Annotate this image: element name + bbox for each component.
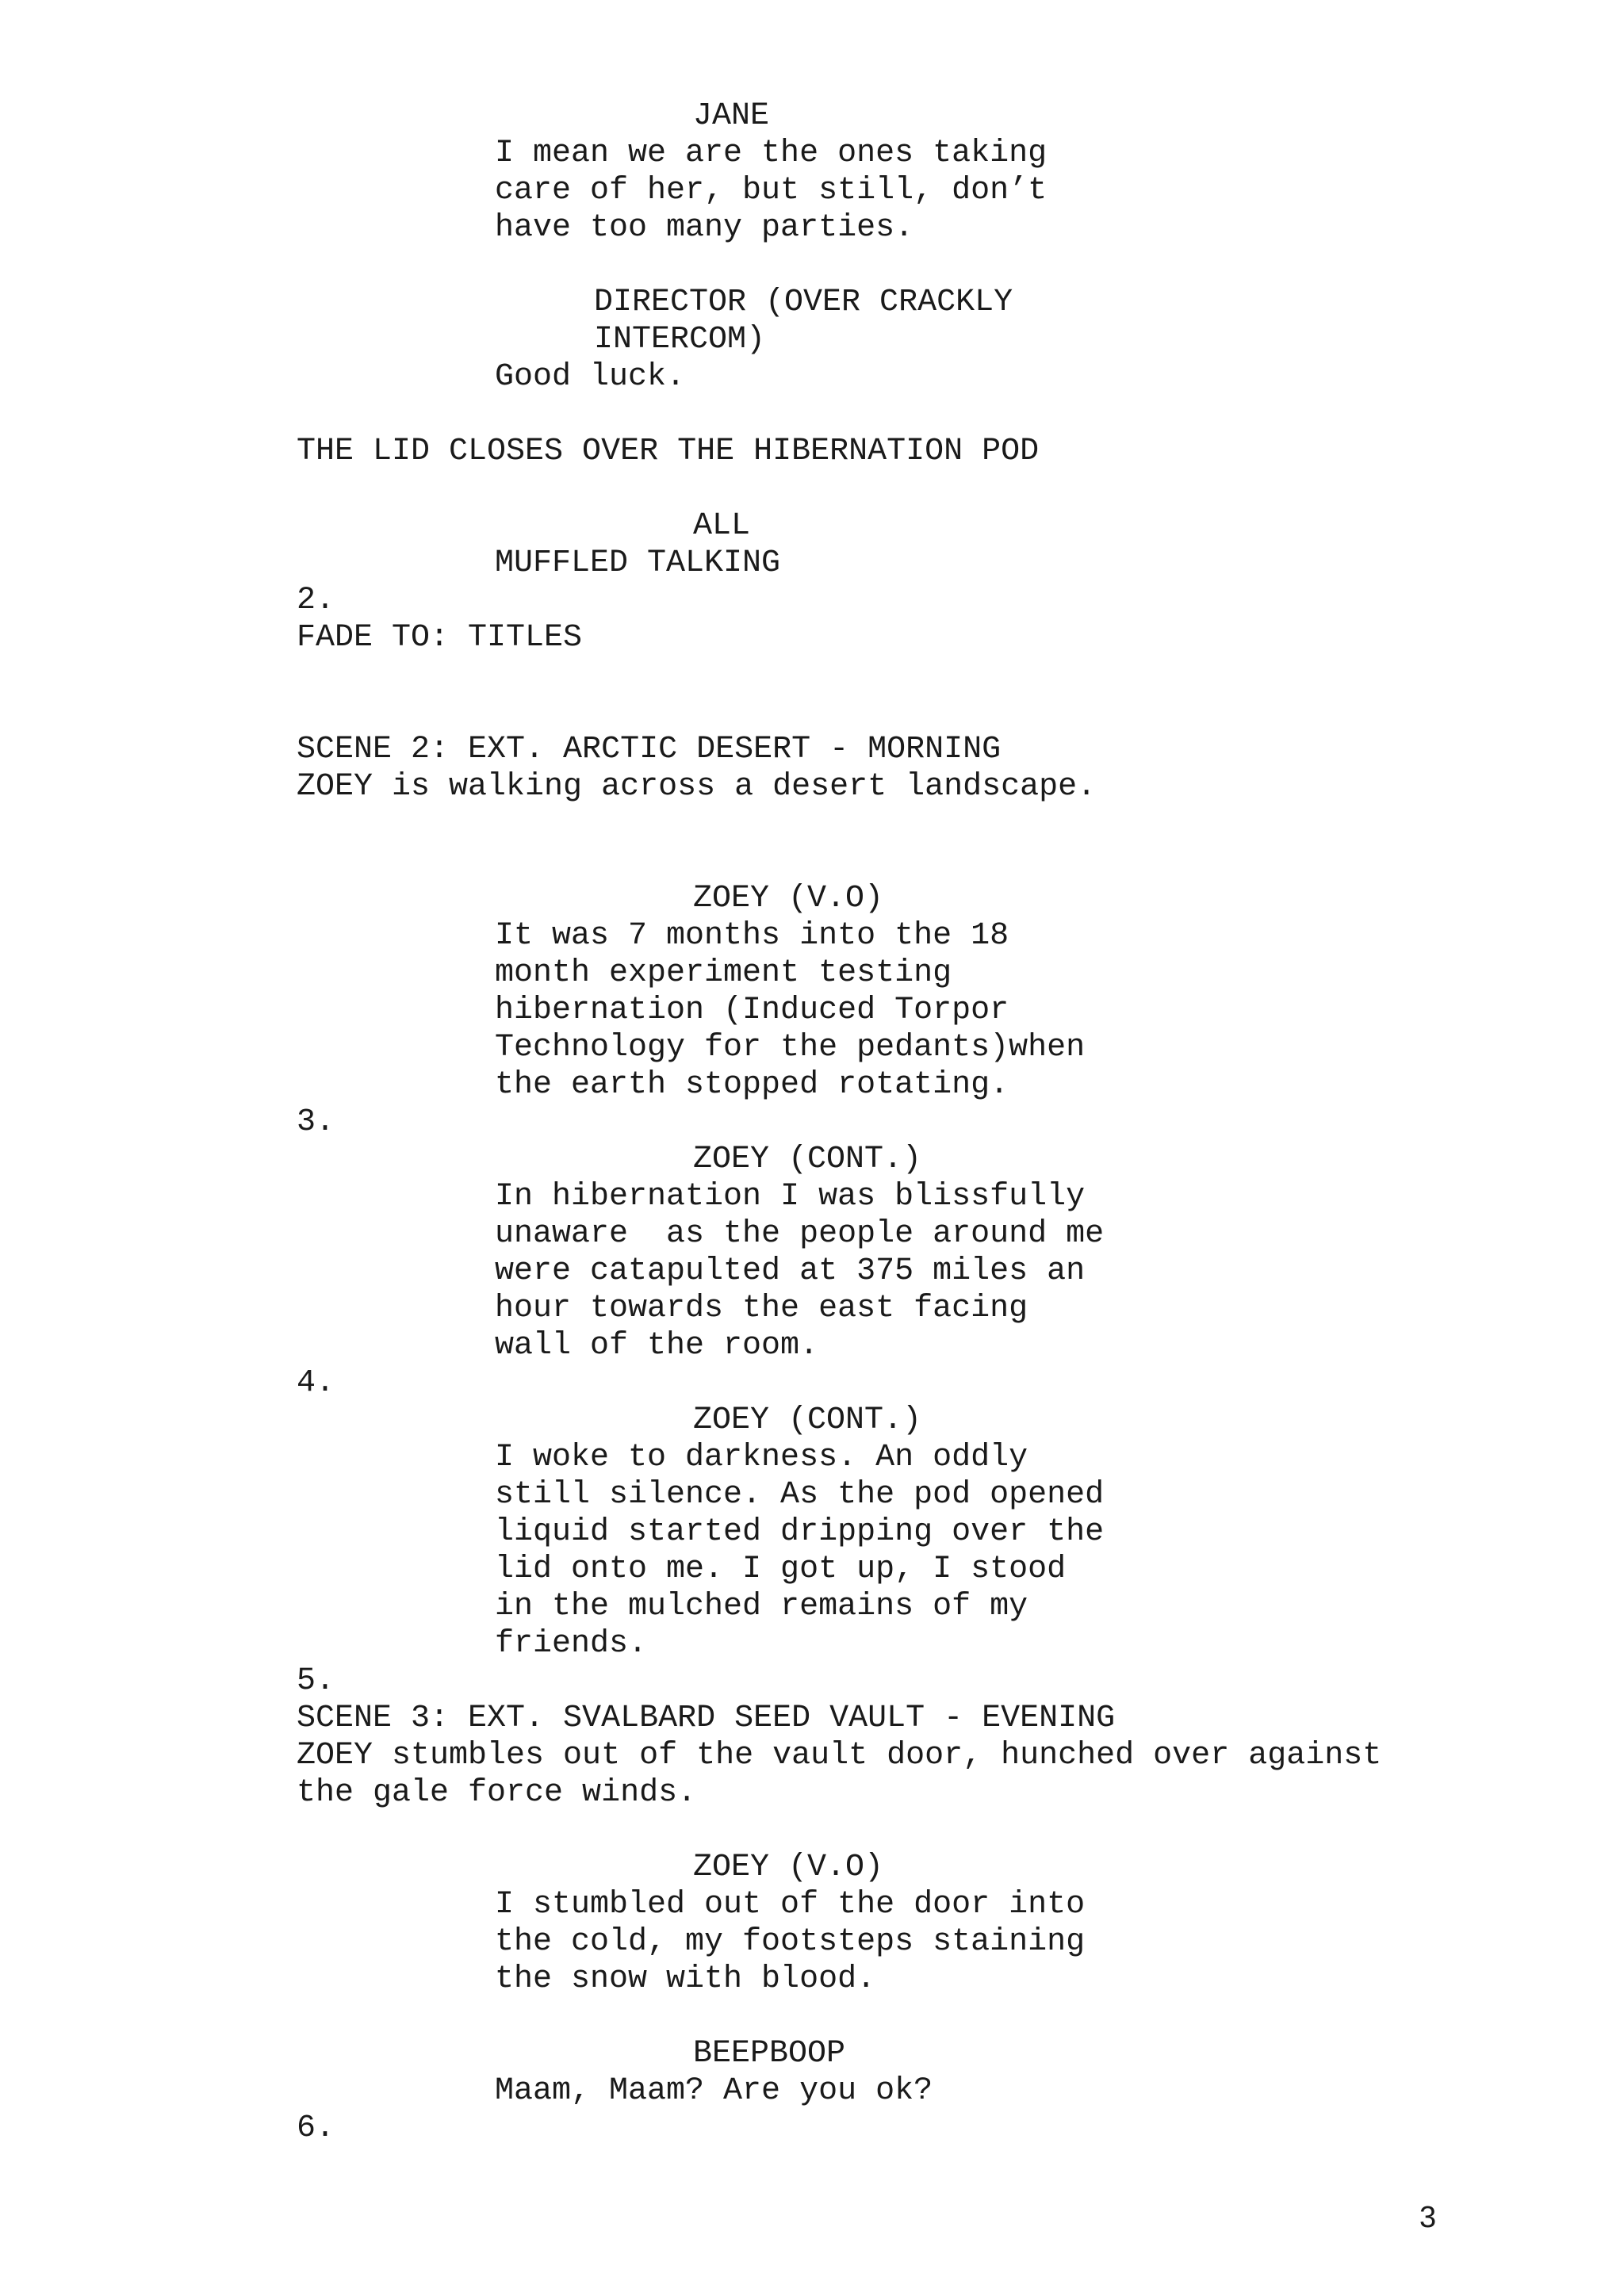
action-line: ZOEY is walking across a desert landscape. bbox=[297, 769, 1097, 805]
action-line: the gale force winds. bbox=[297, 1775, 697, 1811]
dialogue-line: still silence. As the pod opened bbox=[495, 1477, 1105, 1513]
shot-number: 4. bbox=[297, 1365, 335, 1401]
character-cue: ZOEY (V.O) bbox=[693, 881, 884, 916]
dialogue-line: Good luck. bbox=[495, 359, 686, 395]
dialogue-line: were catapulted at 375 miles an bbox=[495, 1253, 1086, 1289]
dialogue-line: I woke to darkness. An oddly bbox=[495, 1440, 1028, 1475]
dialogue-line: wall of the room. bbox=[495, 1328, 819, 1364]
dialogue-line: Technology for the pedants)when bbox=[495, 1030, 1086, 1066]
character-cue: ZOEY (V.O) bbox=[693, 1850, 884, 1885]
dialogue-line: Maam, Maam? Are you ok? bbox=[495, 2073, 933, 2109]
character-cue: INTERCOM) bbox=[594, 322, 766, 358]
dialogue-line: lid onto me. I got up, I stood bbox=[495, 1552, 1067, 1587]
dialogue-line: friends. bbox=[495, 1626, 648, 1662]
character-cue: BEEPBOOP bbox=[693, 2036, 846, 2072]
transition: FADE TO: TITLES bbox=[297, 620, 583, 656]
scene-heading: SCENE 2: EXT. ARCTIC DESERT - MORNING bbox=[297, 732, 1002, 767]
dialogue-line: month experiment testing bbox=[495, 955, 952, 991]
character-cue: ZOEY (CONT.) bbox=[693, 1142, 922, 1177]
shot-number: 6. bbox=[297, 2110, 335, 2146]
action-line: THE LID CLOSES OVER THE HIBERNATION POD bbox=[297, 434, 1040, 469]
scene-heading: SCENE 3: EXT. SVALBARD SEED VAULT - EVENING bbox=[297, 1701, 1116, 1736]
dialogue-line: the snow with blood. bbox=[495, 1961, 876, 1997]
action-line: ZOEY stumbles out of the vault door, hunched over against bbox=[297, 1738, 1382, 1774]
dialogue-line: have too many parties. bbox=[495, 210, 914, 246]
character-cue: ZOEY (CONT.) bbox=[693, 1402, 922, 1438]
character-cue: JANE bbox=[693, 98, 770, 134]
dialogue-line: the cold, my footsteps staining bbox=[495, 1924, 1086, 1960]
dialogue-line: the earth stopped rotating. bbox=[495, 1067, 1009, 1103]
dialogue-line: hibernation (Induced Torpor bbox=[495, 993, 1009, 1028]
character-cue: DIRECTOR (OVER CRACKLY bbox=[594, 285, 1013, 320]
dialogue-line: MUFFLED TALKING bbox=[495, 545, 781, 581]
dialogue-line: unaware as the people around me bbox=[495, 1216, 1105, 1252]
dialogue-line: in the mulched remains of my bbox=[495, 1589, 1028, 1624]
dialogue-line: I stumbled out of the door into bbox=[495, 1887, 1086, 1923]
dialogue-line: It was 7 months into the 18 bbox=[495, 918, 1009, 954]
dialogue-line: In hibernation I was blissfully bbox=[495, 1179, 1086, 1215]
shot-number: 5. bbox=[297, 1663, 335, 1699]
page-number: 3 bbox=[1419, 2201, 1437, 2234]
shot-number: 2. bbox=[297, 583, 335, 618]
dialogue-line: I mean we are the ones taking bbox=[495, 136, 1048, 171]
character-cue: ALL bbox=[693, 508, 751, 544]
shot-number: 3. bbox=[297, 1104, 335, 1140]
dialogue-line: liquid started dripping over the bbox=[495, 1514, 1105, 1550]
dialogue-line: care of her, but still, don’t bbox=[495, 173, 1048, 209]
dialogue-line: hour towards the east facing bbox=[495, 1291, 1028, 1326]
